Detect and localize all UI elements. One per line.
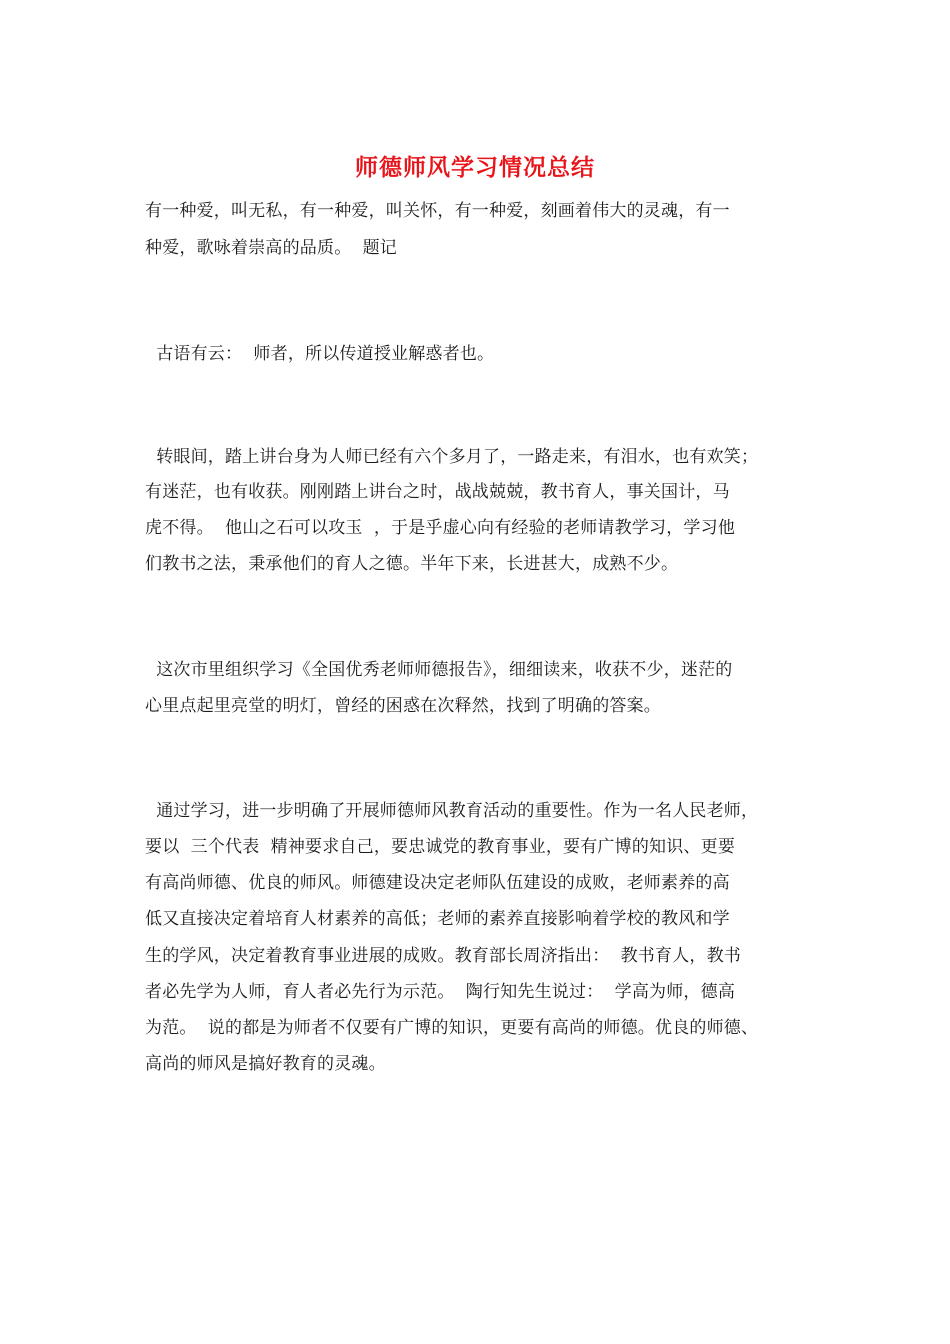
paragraph-5-line-2: 要以 三个代表 精神要求自己，要忠诚党的教育事业，要有广博的知识、更要 xyxy=(145,837,736,857)
paragraph-2-line-1: 古语有云： 师者，所以传道授业解惑者也。 xyxy=(145,344,495,364)
paragraph-1-line-2: 种爱，歌咏着崇高的品质。 题记 xyxy=(145,238,398,258)
paragraph-1-line-1: 有一种爱，叫无私，有一种爱，叫关怀，有一种爱，刻画着伟大的灵魂，有一 xyxy=(145,201,730,221)
paragraph-5-line-8: 高尚的师风是搞好教育的灵魂。 xyxy=(145,1054,386,1074)
paragraph-5-line-5: 生的学风，决定着教育事业进展的成败。教育部长周济指出： 教书育人，教书 xyxy=(145,946,742,966)
paragraph-5-line-3: 有高尚师德、优良的师风。师德建设决定老师队伍建设的成败，老师素养的高 xyxy=(145,873,730,893)
paragraph-3-line-4: 们教书之法，秉承他们的育人之德。半年下来，长进甚大，成熟不少。 xyxy=(145,554,679,574)
paragraph-5-line-7: 为范。 说的都是为师者不仅要有广博的知识，更要有高尚的师德。优良的师德、 xyxy=(145,1018,759,1038)
paragraph-4-line-2: 心里点起里亮堂的明灯，曾经的困惑在次释然，找到了明确的答案。 xyxy=(145,696,661,716)
paragraph-5-line-4: 低又直接决定着培育人材素养的高低；老师的素养直接影响着学校的教风和学 xyxy=(145,909,730,929)
paragraph-3-line-3: 虎不得。 他山之石可以攻玉 ，于是乎虚心向有经验的老师请教学习，学习他 xyxy=(145,518,736,538)
paragraph-5-line-1: 通过学习，进一步明确了开展师德师风教育活动的重要性。作为一名人民老师， xyxy=(145,801,759,821)
paragraph-3-line-2: 有迷茫，也有收获。刚刚踏上讲台之时，战战兢兢，教书育人，事关国计，马 xyxy=(145,482,730,502)
paragraph-5-line-6: 者必先学为人师，育人者必先行为示范。 陶行知先生说过： 学高为师，德高 xyxy=(145,982,736,1002)
document-title: 师德师风学习情况总结 xyxy=(355,154,595,181)
paragraph-3-line-1: 转眼间，踏上讲台身为人师已经有六个多月了，一路走来，有泪水，也有欢笑； xyxy=(145,447,759,467)
paragraph-4-line-1: 这次市里组织学习《全国优秀老师师德报告》，细细读来，收获不少，迷茫的 xyxy=(145,660,733,680)
